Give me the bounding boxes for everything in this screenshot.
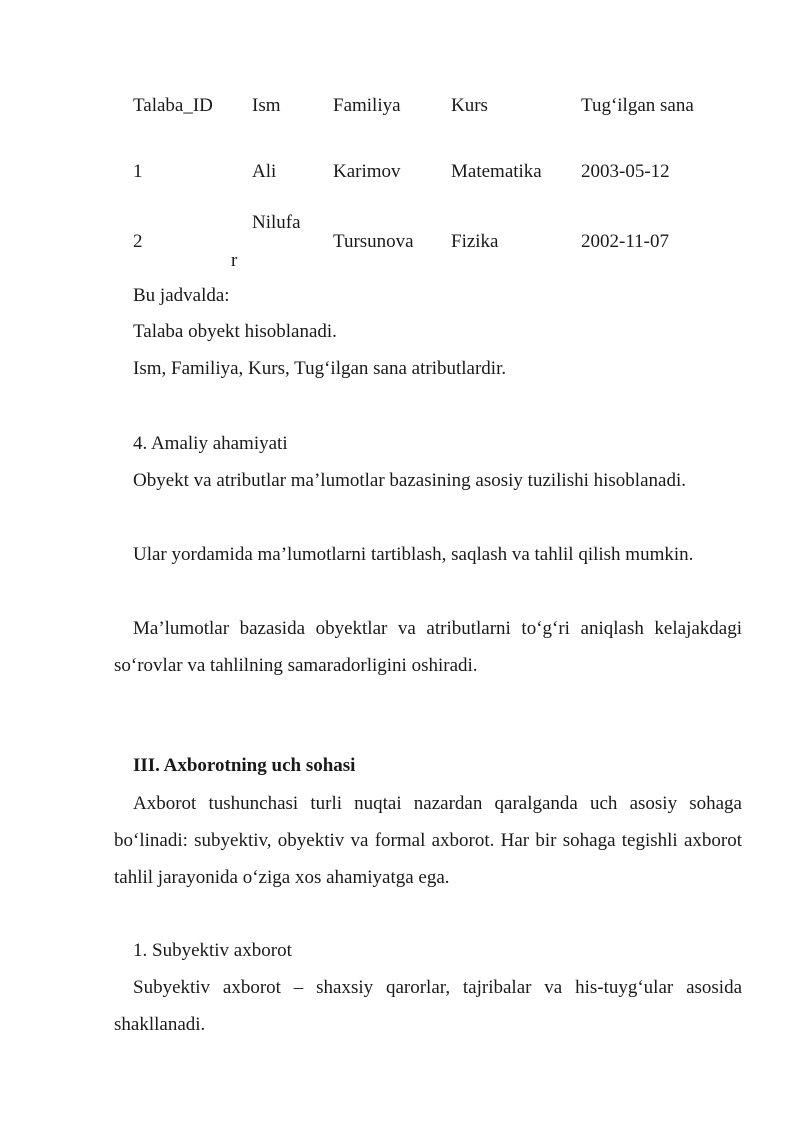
paragraph: Ma’lumotlar bazasida obyektlar va atributlarni to‘g‘ri aniqlash kelajakdagi so‘rovlar va tahlilning samaradorligini oshiradi. (114, 618, 742, 676)
cell-kurs: Matematika (451, 161, 542, 182)
subsection-heading: 1. Subyektiv axborot (133, 940, 292, 961)
paragraph: Subyektiv axborot – shaxsiy qarorlar, tajribalar va his-tuyg‘ular asosida shakllanadi. (114, 977, 742, 1035)
cell-id: 2 (133, 231, 143, 252)
cell-tugilgan-sana: 2003-05-12 (581, 161, 670, 182)
cell-ism: Ali (252, 161, 277, 182)
notes-line-1: Talaba obyekt hisoblanadi. (133, 321, 337, 342)
notes-intro: Bu jadvalda: (133, 285, 230, 306)
paragraph: Ular yordamida ma’lumotlarni tartiblash, saqlash va tahlil qilish mumkin. (133, 544, 694, 565)
cell-familiya: Karimov (333, 161, 401, 182)
cell-kurs: Fizika (451, 231, 499, 252)
cell-ism: Nilufa (252, 212, 301, 233)
section-title: III. Axborotning uch sohasi (133, 755, 356, 776)
header-familiya: Familiya (333, 95, 401, 116)
cell-familiya: Tursunova (333, 231, 414, 252)
paragraph: Obyekt va atributlar ma’lumotlar bazasining asosiy tuzilishi hisoblanadi. (133, 470, 686, 491)
cell-id: 1 (133, 161, 143, 182)
cell-ism-wrap: r (231, 250, 238, 271)
header-ism: Ism (252, 95, 281, 116)
header-kurs: Kurs (451, 95, 488, 116)
header-tugilgan-sana: Tug‘ilgan sana (581, 95, 694, 116)
paragraph: Axborot tushunchasi turli nuqtai nazardan qaralganda uch asosiy sohaga bo‘linadi: subyektiv, obyektiv va formal axborot. Har bir sohaga tegishli axborot tahlil jarayonida o‘ziga xos ahamiyatga ega. (114, 793, 742, 888)
header-talaba-id: Talaba_ID (133, 95, 213, 116)
section-heading: 4. Amaliy ahamiyati (133, 433, 288, 454)
notes-line-2: Ism, Familiya, Kurs, Tug‘ilgan sana atributlardir. (133, 358, 507, 379)
cell-tugilgan-sana: 2002-11-07 (581, 231, 669, 252)
